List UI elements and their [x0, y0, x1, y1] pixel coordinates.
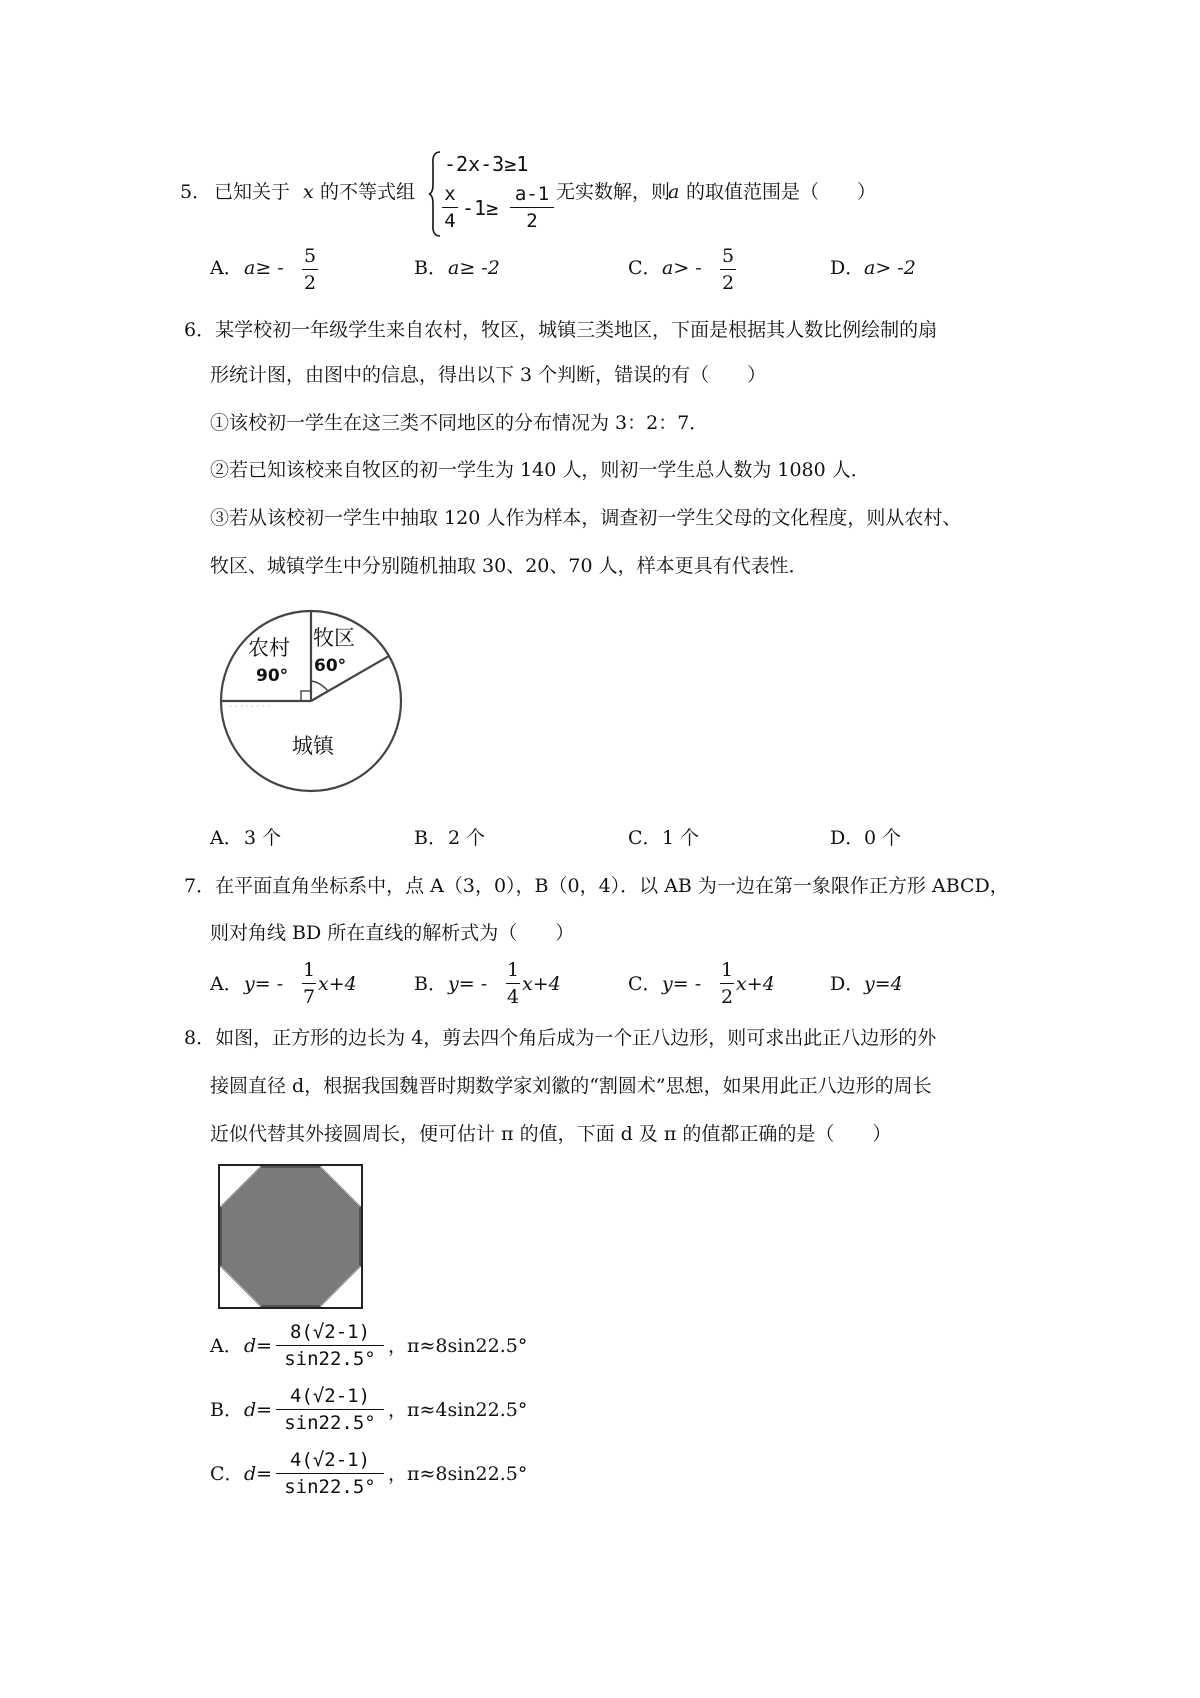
q7-option-a-pre: y= -	[244, 973, 284, 995]
frac-den: 2	[303, 272, 317, 294]
q5-option-a-label[interactable]: A．	[210, 257, 243, 279]
q8-option-b-fraction	[276, 1384, 384, 1435]
q8-option-c-post: ，π≈8sin22.5°	[388, 1463, 528, 1485]
frac-den: 2	[720, 986, 734, 1008]
q7-option-b-pre: y= -	[448, 973, 488, 995]
q5-number: 5．	[180, 181, 212, 203]
fraction-bar	[506, 983, 520, 984]
pie-angle-pastoral: 60°	[314, 656, 347, 676]
q5-frac2-den: 2	[526, 210, 538, 232]
octagon-in-square-figure	[218, 1164, 364, 1310]
fraction-bar	[510, 207, 554, 208]
q7-option-c-post: x+4	[736, 973, 775, 995]
q8-option-a-label[interactable]: A．	[210, 1335, 243, 1357]
fraction-bar	[442, 207, 458, 208]
q5-option-d-label[interactable]: D．	[830, 257, 865, 279]
q6-option-a-label[interactable]: A．	[210, 827, 243, 849]
q6-statement-3b: 牧区、城镇学生中分别随机抽取 30、20、70 人，样本更具有代表性．	[210, 555, 808, 577]
frac-num: 5	[303, 245, 317, 267]
frac-num: 8(√2-1)	[289, 1321, 371, 1343]
frac-den: 4	[506, 986, 520, 1008]
q8-option-b-label[interactable]: B．	[210, 1399, 243, 1421]
q6-statement-2: ②若已知该校来自牧区的初一学生为 140 人，则初一学生总人数为 1080 人．	[210, 459, 870, 481]
q8-option-b-post: ，π≈4sin22.5°	[388, 1399, 528, 1421]
fraction-bar	[276, 1345, 384, 1346]
q7-line-2: 则对角线 BD 所在直线的解析式为（ ）	[210, 922, 575, 944]
q5-inequality-1: -2x-3≥1	[444, 152, 529, 176]
q6-line-1: 6．某学校初一年级学生来自农村，牧区，城镇三类地区，下面是根据其人数比例绘制的扇	[184, 319, 938, 341]
q5-stem-mid: 的不等式组	[320, 181, 416, 203]
q5-frac2-num: a-1	[514, 183, 550, 205]
frac-num: 1	[720, 959, 734, 981]
q5-fraction-a-minus-1-over-2	[510, 182, 554, 233]
q8-option-a-fraction	[276, 1320, 384, 1371]
fraction-bar	[720, 983, 734, 984]
q6-option-b-text: 2 个	[448, 827, 486, 849]
q7-option-c-label[interactable]: C．	[628, 973, 662, 995]
q5-option-c-text: a> -	[662, 257, 702, 279]
q8-option-c-pre: d=	[244, 1463, 273, 1485]
fraction-bar	[720, 269, 736, 270]
q5-var-a: a	[668, 181, 680, 203]
octagon-shape	[221, 1167, 360, 1306]
q7-option-c-fraction	[720, 958, 734, 1009]
frac-den: sin22.5°	[284, 1348, 376, 1370]
q6-option-d-text: 0 个	[864, 827, 902, 849]
q6-line-2: 形统计图，由图中的信息，得出以下 3 个判断，错误的有（ ）	[210, 364, 767, 386]
fraction-bar	[302, 983, 316, 984]
frac-den: 7	[302, 986, 316, 1008]
q7-option-a-fraction	[302, 958, 316, 1009]
q5-frac-num: x	[444, 183, 456, 205]
q6-option-a-text: 3 个	[244, 827, 282, 849]
q5-option-b-text: a≥ -2	[448, 257, 500, 279]
faint-watermark: ········	[228, 702, 272, 712]
q5-option-d-text: a> -2	[864, 257, 916, 279]
frac-num: 5	[721, 245, 735, 267]
frac-den: 2	[721, 272, 735, 294]
q8-option-c-label[interactable]: C．	[210, 1463, 244, 1485]
q5-stem-after: 无实数解，则	[556, 181, 671, 203]
q5-inequality-2-mid: -1≥	[462, 196, 499, 220]
frac-num: 4(√2-1)	[289, 1449, 371, 1471]
frac-den: sin22.5°	[284, 1476, 376, 1498]
q6-option-c-text: 1 个	[662, 827, 700, 849]
q7-option-d-text: y=4	[864, 973, 903, 995]
fraction-bar	[276, 1473, 384, 1474]
fraction-bar	[302, 269, 318, 270]
q5-option-c-fraction	[720, 244, 736, 295]
q6-option-d-label[interactable]: D．	[830, 827, 865, 849]
q7-option-d-label[interactable]: D．	[830, 973, 865, 995]
q5-var-x: x	[303, 181, 314, 203]
frac-num: 4(√2-1)	[289, 1385, 371, 1407]
q8-option-b-pre: d=	[244, 1399, 273, 1421]
q5-frac-den: 4	[444, 210, 456, 232]
q8-line-1: 8．如图，正方形的边长为 4，剪去四个角后成为一个正八边形，则可求出此正八边形的外	[184, 1027, 937, 1049]
q5-option-c-label[interactable]: C．	[628, 257, 662, 279]
q8-option-a-post: ，π≈8sin22.5°	[388, 1335, 528, 1357]
fraction-bar	[276, 1409, 384, 1410]
q5-option-b-label[interactable]: B．	[414, 257, 447, 279]
q6-statement-1: ①该校初一学生在这三类不同地区的分布情况为 3：2：7．	[210, 412, 709, 434]
q5-stem-end: 的取值范围是（ ）	[686, 181, 877, 203]
frac-num: 1	[302, 959, 316, 981]
q7-option-a-label[interactable]: A．	[210, 973, 243, 995]
q8-line-2: 接圆直径 d，根据我国魏晋时期数学家刘徽的“割圆术”思想，如果用此正八边形的周长	[210, 1075, 932, 1097]
q6-statement-3a: ③若从该校初一学生中抽取 120 人作为样本，调查初一学生父母的文化程度，则从农村、	[210, 507, 962, 529]
q7-option-b-label[interactable]: B．	[414, 973, 447, 995]
pie-angle-rural: 90°	[256, 666, 289, 686]
pie-label-rural: 农村	[248, 636, 290, 660]
q5-option-a-fraction	[302, 244, 318, 295]
q8-line-3: 近似代替其外接圆周长，便可估计 π 的值，下面 d 及 π 的值都正确的是（ ）	[210, 1123, 892, 1145]
left-brace-icon	[428, 150, 442, 238]
q5-option-a-text: a≥ -	[244, 257, 284, 279]
frac-den: sin22.5°	[284, 1412, 376, 1434]
q8-option-c-fraction	[276, 1448, 384, 1499]
q5-stem-before: 已知关于	[214, 181, 291, 203]
q6-option-c-label[interactable]: C．	[628, 827, 662, 849]
q7-line-1: 7．在平面直角坐标系中，点 A（3，0），B（0，4）．以 AB 为一边在第一象限作正方形 ABCD，	[184, 875, 1009, 897]
q5-fraction-x-over-4	[442, 182, 458, 233]
q6-option-b-label[interactable]: B．	[414, 827, 447, 849]
q8-option-a-pre: d=	[244, 1335, 273, 1357]
pie-label-pastoral: 牧区	[313, 626, 355, 650]
q7-option-a-post: x+4	[318, 973, 357, 995]
pie-label-town: 城镇	[292, 734, 334, 758]
q7-option-b-fraction	[506, 958, 520, 1009]
frac-num: 1	[506, 959, 520, 981]
q7-option-c-pre: y= -	[662, 973, 702, 995]
q7-option-b-post: x+4	[522, 973, 561, 995]
